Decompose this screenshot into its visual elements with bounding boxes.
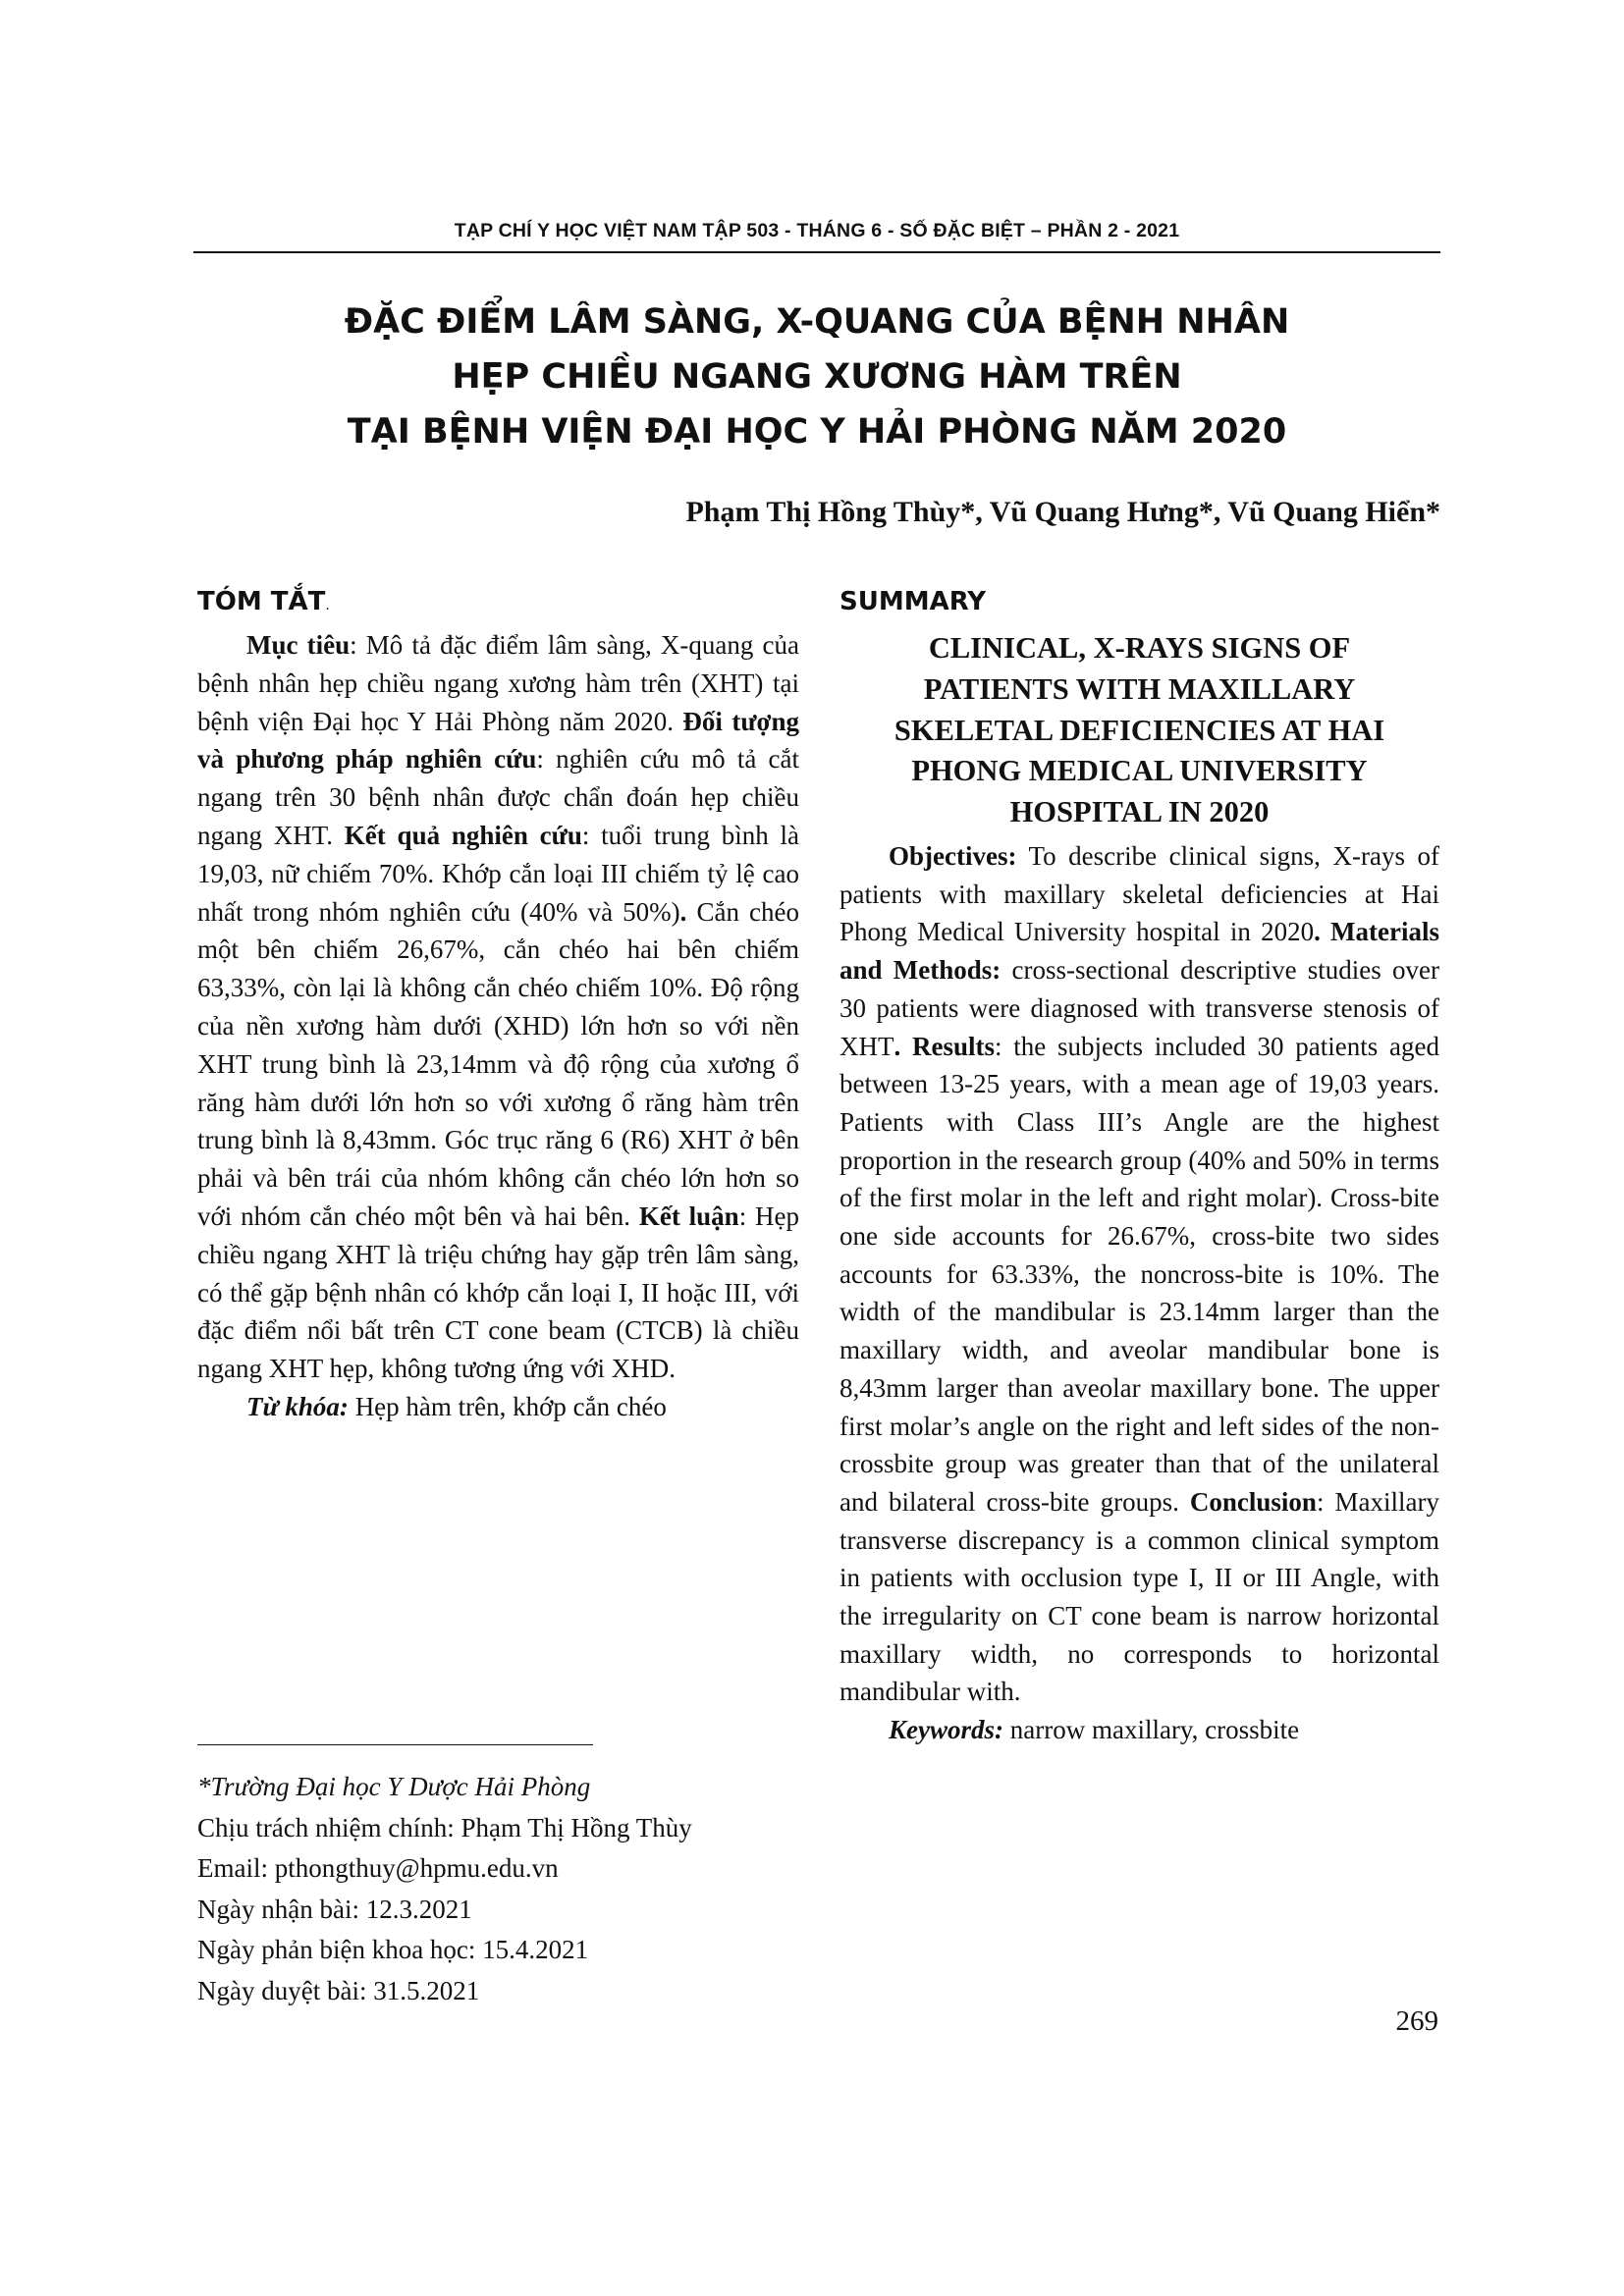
conclusion-label: Kết luận — [638, 1201, 739, 1231]
objectives-label: Objectives: — [889, 840, 1017, 871]
abstract-body — [197, 626, 799, 1388]
results-label: . Results — [893, 1031, 996, 1061]
summary-title-line: HOSPITAL IN 2020 — [1009, 795, 1270, 829]
results-label: Kết quả nghiên cứu — [344, 820, 582, 850]
summary-title-line: PHONG MEDICAL UNIVERSITY — [911, 754, 1368, 788]
methods-text: : nghiên cứu mô tả cắt ngang trên 30 bệnh nhân được chẩn đoán hẹp chiều ngang XHT. — [197, 744, 799, 850]
article-title — [193, 294, 1440, 459]
footnote-rule — [197, 1744, 593, 1745]
conclusion-text: : Hẹp chiều ngang XHT là triệu chứng hay gặp trên lâm sàng, có thể gặp bệnh nhân có khớp cắn loại I, II hoặc III, với đặc điểm nổi bất trên CT cone beam (CTCB) là chiều ngang XHT hẹp, không tương ứng với XHD. — [197, 1201, 800, 1384]
footnotes — [197, 1767, 806, 2011]
running-header: TẠP CHÍ Y HỌC VIỆT NAM TẬP 503 - THÁNG 6 - SỐ ĐẶC BIỆT – PHẦN 2 - 2021 — [454, 220, 1180, 241]
english-summary — [839, 577, 1439, 1749]
affiliation-note: *Trường Đại học Y Dược Hải Phòng — [197, 1772, 591, 1801]
header-rule — [193, 251, 1440, 253]
author-list: Phạm Thị Hồng Thùy*, Vũ Quang Hưng*, Vũ Quang Hiển* — [685, 496, 1440, 528]
summary-title-line: PATIENTS WITH MAXILLARY — [923, 671, 1356, 706]
summary-title-line: CLINICAL, X-RAYS SIGNS OF — [928, 631, 1351, 665]
email-note: Email: pthongthuy@hpmu.edu.vn — [197, 1853, 559, 1883]
title-line: TẠI BỆNH VIỆN ĐẠI HỌC Y HẢI PHÒNG NĂM 2020 — [347, 412, 1287, 452]
review-date-note: Ngày phản biện khoa học: 15.4.2021 — [197, 1935, 589, 1964]
keywords-text: Hẹp hàm trên, khớp cắn chéo — [348, 1391, 667, 1421]
responsible-author-note: Chịu trách nhiệm chính: Phạm Thị Hồng Thùy — [197, 1812, 692, 1842]
summary-title — [839, 626, 1439, 833]
conclusion-label: Conclusion — [1189, 1486, 1317, 1517]
objective-label: Mục tiêu — [246, 630, 351, 660]
keywords-label: Keywords: — [889, 1715, 1003, 1745]
abstract-heading-mark: . — [325, 598, 330, 614]
summary-body — [839, 837, 1439, 1711]
title-line: ĐẶC ĐIỂM LÂM SÀNG, X-QUANG CỦA BỆNH NHÂN — [344, 302, 1290, 342]
keywords-text: narrow maxillary, crossbite — [1003, 1715, 1300, 1745]
keywords-label: Từ khóa: — [246, 1391, 349, 1421]
page-number: 269 — [1395, 2005, 1438, 2037]
summary-title-line: SKELETAL DEFICIENCIES AT HAI — [893, 713, 1385, 747]
results-text: : tuổi trung bình là 19,03, nữ chiếm 70%. Khớp cắn loại III chiếm tỷ lệ cao nhất trong nhóm nghiên cứu (40% và 50%) — [197, 820, 799, 927]
vietnamese-abstract — [197, 577, 799, 1426]
methods-label: Đối tượng và phương pháp nghiên cứu — [197, 706, 799, 774]
abstract-heading — [197, 577, 799, 626]
summary-heading: SUMMARY — [839, 587, 987, 616]
received-date-note: Ngày nhận bài: 12.3.2021 — [197, 1894, 472, 1924]
methods-label: . Materials and Methods: — [839, 917, 1440, 986]
keywords-line — [839, 1711, 1439, 1749]
title-line: HẸP CHIỀU NGANG XƯƠNG HÀM TRÊN — [452, 357, 1182, 397]
abstract-heading-text: TÓM TẮT — [197, 587, 326, 616]
methods-text: cross-sectional descriptive studies over 30 patients were diagnosed with transverse stenosis of XHT — [839, 955, 1439, 1061]
keywords-line — [197, 1388, 799, 1426]
results-text: : the subjects included 30 patients aged between 13-25 years, with a mean age of 19,03 years. Patients with Class III’s Angle are the highest proportion in the research group (40% and 50% in terms of the first molar in the left and right molar). Cross-bite one side accounts for 26.67%, cross-bite two sides accounts for 63.33%, the noncross-bite is 10%. The width of the mandibular is 23.14mm larger than the maxillary width, and aveolar mandibular bone is 8,43mm larger than aveolar maxillary bone. The upper first molar’s angle on the right and left sides of the non-crossbite group was greater than that of the unilateral and bilateral cross-bite groups. — [839, 1031, 1440, 1517]
results-period: . — [679, 896, 687, 927]
conclusion-text: : Maxillary transverse discrepancy is a common clinical symptom in patients with occlusion type I, II or III Angle, with the irregularity on CT cone beam is narrow horizontal maxillary width, no corresponds to horizontal mandibular with. — [839, 1486, 1439, 1707]
accepted-date-note: Ngày duyệt bài: 31.5.2021 — [197, 1975, 480, 2005]
objective-text: : Mô tả đặc điểm lâm sàng, X-quang của bệnh nhân hẹp chiều ngang xương hàm trên (XHT) tại bệnh viện Đại học Y Hải Phòng năm 2020. — [197, 630, 799, 736]
results-text-2: Cắn chéo một bên chiếm 26,67%, cắn chéo hai bên chiếm 63,33%, còn lại là không cắn chéo chiếm 10%. Độ rộng của nền xương hàm dưới (XHD) lớn hơn so với nền XHT trung bình là 23,14mm và độ rộng của xương ổ răng hàm dưới lớn hơn so với xương ổ răng hàm trên trung bình là 8,43mm. Góc trục răng 6 (R6) XHT ở bên phải và bên trái của nhóm không cắn chéo lớn hơn so với nhóm cắn chéo một bên và hai bên. — [197, 896, 800, 1231]
objectives-text: To describe clinical signs, X-rays of patients with maxillary skeletal deficiencies at Hai Phong Medical University hospital in 2020 — [839, 840, 1439, 947]
